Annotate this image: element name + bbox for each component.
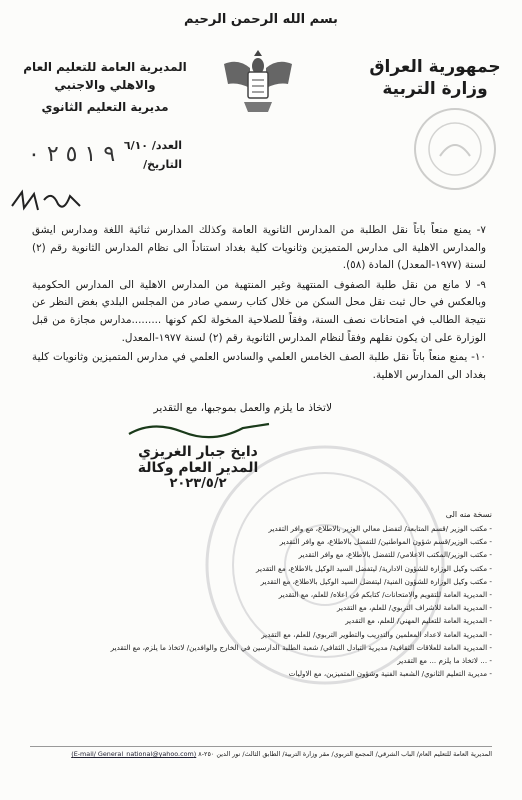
copy-item: - مكتب الوزير /قسم المتابعة/ لتفضل معالي الوزير بالاطلاع، مع وافر التقدير	[268, 524, 492, 533]
paragraph-10: ١٠- يمنع منعاً باتاً نقل طلبة الصف الخامس العلمي والسادس العلمي في مدارس المتميزين وثانويات كلية بغداد الى المدارس الاهلية.	[32, 351, 486, 381]
signature-block	[118, 418, 278, 491]
country-name: جمهورية العراق	[369, 57, 501, 77]
footer-address: المديرية العامة للتعليم العام/ الباب الشرقي/ المجمع التربوي/ مقر وزارة التربية/ الطابق الثالث/ نور الدين ٢٥٠-٨	[198, 750, 492, 758]
signature-scribble	[123, 418, 273, 440]
copy-item: - المديرية العامة للعلاقات الثقافية/ مديرية التبادل الثقافي/ شعبة الطلبة الدارسين في الخارج والوافدين/ لاتخاذ ما يلزم، مع التقدير	[110, 642, 492, 652]
header-right-block	[360, 56, 510, 100]
reference-date: التاريخ/	[143, 158, 182, 171]
handwritten-scribble	[8, 186, 86, 216]
copy-item: - المديرية العامة للتقويم والامتحانات/ كتابكم في اعلاه/ للعلم، مع التقدير	[278, 590, 492, 600]
signatory-title: المدير العام وكالة	[137, 460, 259, 476]
signature-date: ٢٠٢٣/٥/٢	[169, 476, 227, 491]
footer	[30, 746, 492, 758]
copy-item: - مديرية التعليم الثانوي/ الشعبة الفنية وشؤون المتميزين، مع الاوليات	[288, 669, 492, 679]
directorate-line-1: المديرية العامة للتعليم العام	[23, 60, 187, 74]
bismillah: بسم الله الرحمن الرحيم	[184, 12, 338, 27]
copy-item: - مكتب الوزير/قسم شؤون المواطنين/ للتفضل بالاطلاع، مع وافر التقدير	[279, 537, 492, 547]
closing-line: لاتخاذ ما يلزم والعمل بموجبها، مع التقدير	[153, 402, 332, 414]
copy-item: - المديرية العامة للاشراف التربوي/ للعلم، مع التقدير	[337, 603, 492, 613]
copy-item: - مكتب الوزير/المكتب الاعلامي/ للتفضل بالاطلاع، مع وافر التقدير	[298, 550, 492, 560]
copies-list	[52, 522, 492, 680]
copy-item: - مكتب وكيل الوزارة للشؤون الادارية/ ليتفضل السيد الوكيل بالاطلاع، مع التقدير	[256, 563, 492, 573]
reference-number: العدد/ ٦/١٠	[123, 139, 182, 152]
footer-email: (E-mail/ General_national@yahoo.com)	[71, 750, 197, 758]
directorate-line-3: مديرية التعليم الثانوي	[41, 100, 169, 114]
copies-label: نسخة منه الى	[445, 510, 492, 519]
ministry-name: وزارة التربية	[382, 79, 488, 99]
copy-item: - ... لاتخاذ ما يلزم ... مع التقدير	[397, 656, 492, 666]
paragraph-7: ٧- يمنع منعاً باتاً نقل الطلبة من المدارس الثانوية العامة وكذلك المدارس ثنائية اللغة ومدارس ايشق والمدارس الاهلية الى مدارس المتميزين وثانويات كلية بغداد استناداً الى نظام المدارس الثانوية رقم (٢) لسنة (١٩٧٧-المعدل) المادة (٥٨).	[32, 224, 486, 272]
copy-item: - المديرية العامة لاعداد المعلمين والتدريب والتطوير التربوي/ للعلم، مع التقدير	[261, 629, 492, 639]
paragraph-9: ٩- لا مانع من نقل طلبة الصفوف المنتهية وغير المنتهية من المدارس الاهلية الى المدارس الحكومية وبالعكس في حال ثبت نقل محل السكن من خلال كتاب رسمي صادر من المجلس البلدي بغض النظر عن نتيجة الطالب في امتحانات نصف السنة، وفقاً للصلاحية المخولة لكم كونها .........مدارس مجازة من قبل الوزارة على ان يكون نقلهم وفقاً لنظام المدارس الثانوية رقم (٢) لسنة ١٩٧٧-المعدل.	[32, 278, 486, 344]
ministry-seal-icon	[410, 104, 500, 194]
body-text	[32, 222, 486, 386]
iraq-emblem-icon	[214, 44, 302, 120]
directorate-line-2: والاهلي والاجنبي	[54, 78, 156, 92]
header-left-block	[20, 58, 190, 116]
handwritten-number: ٩ ١ ٥ ٢ ٠	[28, 142, 116, 167]
copy-item: - المديرية العامة للتعليم المهني/ للعلم، مع التقدير	[345, 616, 492, 626]
copy-item: - مكتب وكيل الوزارة للشؤون الفنية/ ليتفضل السيد الوكيل بالاطلاع، مع التقدير	[260, 576, 492, 586]
signatory-name: دايخ جبار الغريزي	[138, 444, 258, 460]
